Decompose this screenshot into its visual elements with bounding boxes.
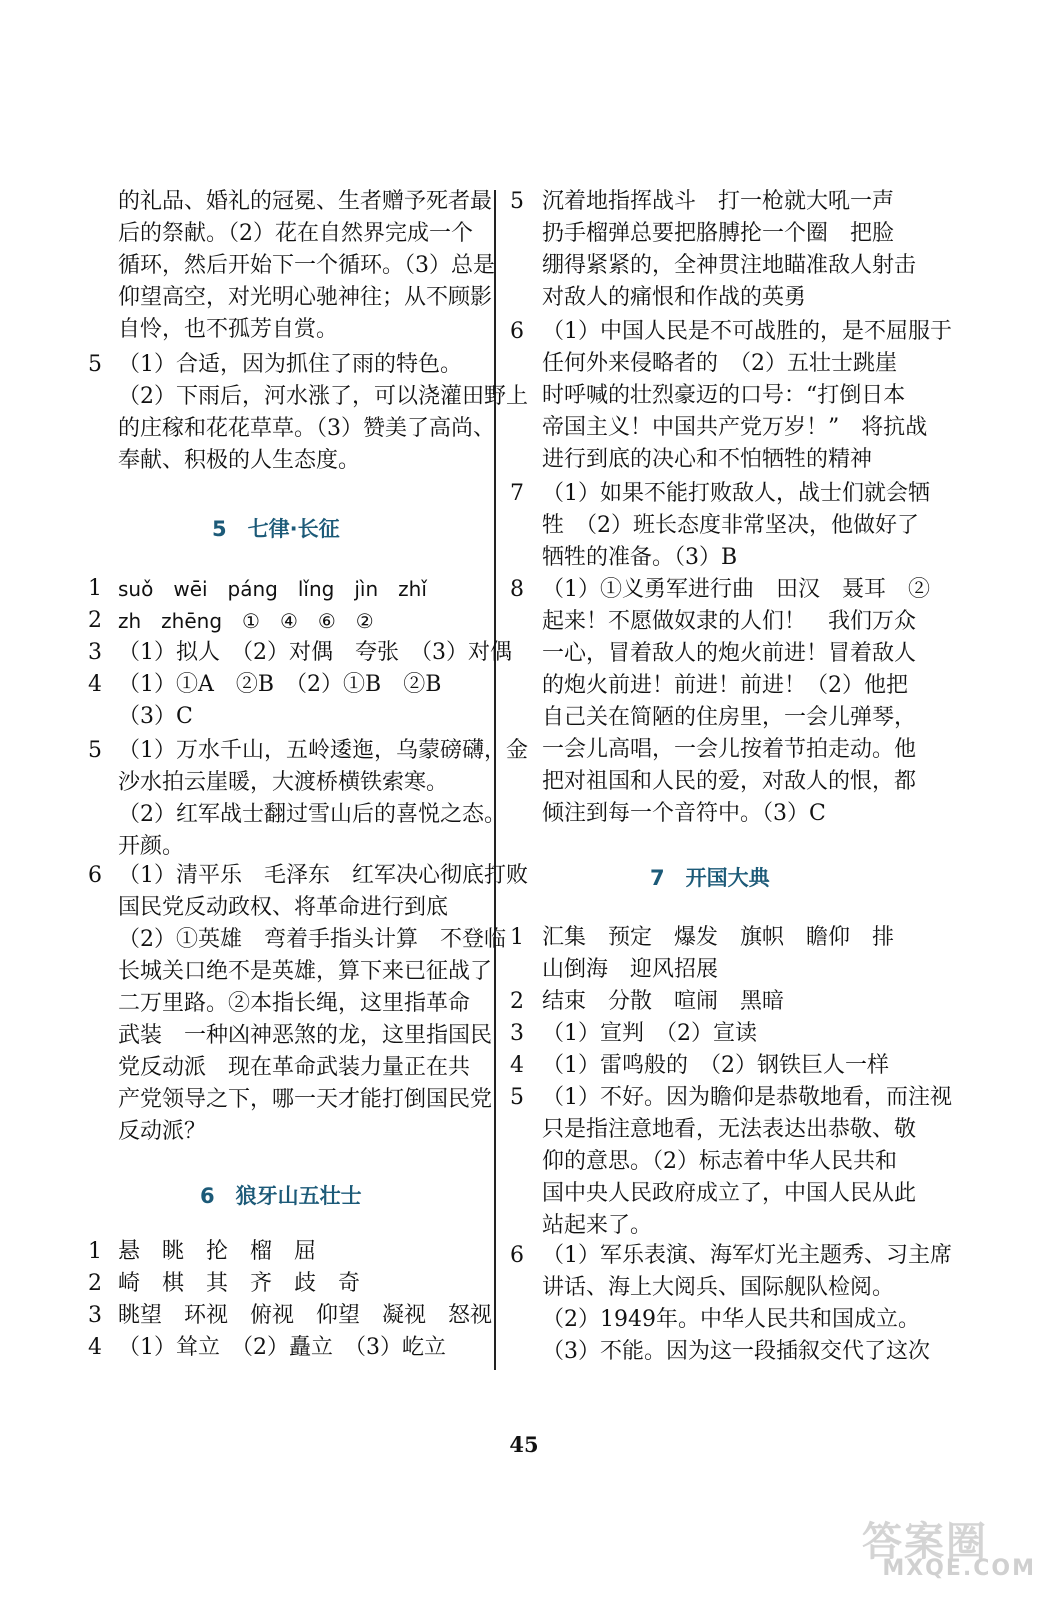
column-divider <box>494 190 496 1370</box>
answer-line: （1）①义勇军进行曲 田汉 聂耳 ② <box>542 577 930 602</box>
answer-line: （1）雷鸣般的 （2）钢铁巨人一样 <box>542 1053 889 1078</box>
question-number: 5 <box>88 738 102 763</box>
question-number: 2 <box>88 608 102 633</box>
question-number: 1 <box>88 1239 102 1264</box>
question-number: 5 <box>510 1085 524 1110</box>
answer-line: 起来！不愿做奴隶的人们！ 我们万众 <box>542 609 917 634</box>
answer-line: 仰的意思。（2）标志着中华人民共和 <box>542 1149 897 1174</box>
answer-line: 二万里路。②本指长绳，这里指革命 <box>118 991 471 1016</box>
section-heading: 6 狼牙山五壮士 <box>200 1184 362 1208</box>
answer-line: 仰望高空，对光明心驰神往；从不顾影 <box>118 285 493 310</box>
question-number: 5 <box>510 189 524 214</box>
answer-line: 牺牲的准备。（3）B <box>542 545 738 570</box>
answer-line: 进行到底的决心和不怕牺牲的精神 <box>542 447 873 472</box>
answer-line: （2）1949年。中华人民共和国成立。 <box>542 1307 920 1332</box>
answer-line: （1）宣判 （2）宣读 <box>542 1021 757 1046</box>
answer-line: 牲 （2）班长态度非常坚决，他做好了 <box>542 513 919 538</box>
answer-line: 悬 眺 抡 榴 屈 <box>118 1239 317 1264</box>
answer-line: （1）军乐表演、海军灯光主题秀、习主席 <box>542 1243 952 1268</box>
answer-line: 奉献、积极的人生态度。 <box>118 448 361 473</box>
answer-line: （3）不能。因为这一段插叙交代了这次 <box>542 1339 930 1364</box>
answer-line: 站起来了。 <box>542 1213 653 1238</box>
answer-line: 开颜。 <box>118 834 185 859</box>
answer-line: 的礼品、婚礼的冠冕、生者赠予死者最 <box>118 189 493 214</box>
answer-line: suǒ wēi páng lǐng jìn zhǐ <box>118 577 427 601</box>
question-number: 4 <box>510 1053 524 1078</box>
answer-line: zh zhēng ① ④ ⑥ ② <box>118 609 374 633</box>
answer-line: 沉着地指挥战斗 打一枪就大吼一声 <box>542 189 895 214</box>
answer-line: 把对祖国和人民的爱，对敌人的恨，都 <box>542 769 917 794</box>
answer-line: 帝国主义！中国共产党万岁！” 将抗战 <box>542 415 928 440</box>
answer-line: 任何外来侵略者的 （2）五壮士跳崖 <box>542 351 897 376</box>
answer-line: 崎 棋 其 齐 歧 奇 <box>118 1271 361 1296</box>
answer-line: 产党领导之下，哪一天才能打倒国民党 <box>118 1087 493 1112</box>
question-number: 1 <box>88 576 102 601</box>
answer-line: 自怜，也不孤芳自赏。 <box>118 317 339 342</box>
answer-line: 时呼喊的壮烈豪迈的口号：“打倒日本 <box>542 383 906 408</box>
question-number: 5 <box>88 352 102 377</box>
answer-line: 沙水拍云崖暖，大渡桥横铁索寒。 <box>118 770 449 795</box>
question-number: 4 <box>88 672 102 697</box>
question-number: 7 <box>510 481 524 506</box>
answer-line: 山倒海 迎风招展 <box>542 957 719 982</box>
answer-line: （2）①英雄 弯着手指头计算 不登临 <box>118 927 506 952</box>
question-number: 3 <box>88 640 102 665</box>
answer-line: 汇集 预定 爆发 旗帜 瞻仰 排 <box>542 925 895 950</box>
answer-line: 只是指注意地看，无法表达出恭敬、敬 <box>542 1117 917 1142</box>
page-number: 45 <box>509 1432 539 1457</box>
section-heading: 5 七律·长征 <box>212 517 340 541</box>
answer-line: 武装 一种凶神恶煞的龙，这里指国民 <box>118 1023 493 1048</box>
answer-line: （3）C <box>118 704 193 729</box>
question-number: 3 <box>510 1021 524 1046</box>
answer-line: 一心，冒着敌人的炮火前进！冒着敌人 <box>542 641 917 666</box>
answer-line: 自己关在简陋的住房里，一会儿弹琴， <box>542 705 917 730</box>
question-number: 3 <box>88 1303 102 1328</box>
answer-line: （1）合适，因为抓住了雨的特色。 <box>118 352 462 377</box>
answer-line: 倾注到每一个音符中。（3）C <box>542 801 826 826</box>
answer-line: 反动派？ <box>118 1119 207 1144</box>
answer-line: （1）耸立 （2）矗立 （3）屹立 <box>118 1335 446 1360</box>
question-number: 8 <box>510 577 524 602</box>
watermark-url: MXQE.COM <box>882 1556 1036 1581</box>
answer-line: 扔手榴弹总要把胳膊抡一个圈 把脸 <box>542 221 895 246</box>
question-number: 6 <box>88 863 102 888</box>
answer-line: （1）拟人 （2）对偶 夸张 （3）对偶 <box>118 640 512 665</box>
answer-line: （2）红军战士翻过雪山后的喜悦之态。 <box>118 802 506 827</box>
question-number: 4 <box>88 1335 102 1360</box>
answer-line: （1）不好。因为瞻仰是恭敬地看，而注视 <box>542 1085 952 1110</box>
question-number: 6 <box>510 319 524 344</box>
answer-line: 后的祭献。（2）花在自然界完成一个 <box>118 221 473 246</box>
answer-line: 循环，然后开始下一个循环。（3）总是 <box>118 253 495 278</box>
answer-line: 国中央人民政府成立了，中国人民从此 <box>542 1181 917 1206</box>
answer-line: （2）下雨后，河水涨了，可以浇灌田野上 <box>118 384 528 409</box>
section-heading: 7 开国大典 <box>650 866 770 890</box>
answer-line: （1）清平乐 毛泽东 红军决心彻底打败 <box>118 863 528 888</box>
watermark-text: 答案圈 <box>862 1519 988 1565</box>
question-number: 6 <box>510 1243 524 1268</box>
answer-line: 党反动派 现在革命武装力量正在共 <box>118 1055 471 1080</box>
answer-line: 的庄稼和花花草草。（3）赞美了高尚、 <box>118 416 495 441</box>
answer-line: 结束 分散 喧闹 黑暗 <box>542 989 785 1014</box>
answer-line: 眺望 环视 俯视 仰望 凝视 怒视 <box>118 1303 493 1328</box>
answer-line: 国民党反动政权、将革命进行到底 <box>118 895 449 920</box>
answer-line: 一会儿高唱，一会儿按着节拍走动。他 <box>542 737 917 762</box>
answer-line: 绷得紧紧的，全神贯注地瞄准敌人射击 <box>542 253 917 278</box>
answer-line: 对敌人的痛恨和作战的英勇 <box>542 285 807 310</box>
question-number: 1 <box>510 925 524 950</box>
answer-line: 长城关口绝不是英雄，算下来已征战了 <box>118 959 493 984</box>
question-number: 2 <box>510 989 524 1014</box>
answer-line: （1）万水千山，五岭逶迤，乌蒙磅礴，金 <box>118 738 528 763</box>
answer-line: （1）如果不能打败敌人，战士们就会牺 <box>542 481 930 506</box>
answer-line: （1）①A ②B （2）①B ②B <box>118 672 442 697</box>
answer-line: 的炮火前进！前进！前进！（2）他把 <box>542 673 908 698</box>
answer-line: 讲话、海上大阅兵、国际舰队检阅。 <box>542 1275 895 1300</box>
watermark-logo <box>862 1510 1040 1592</box>
question-number: 2 <box>88 1271 102 1296</box>
answer-line: （1）中国人民是不可战胜的，是不屈服于 <box>542 319 952 344</box>
